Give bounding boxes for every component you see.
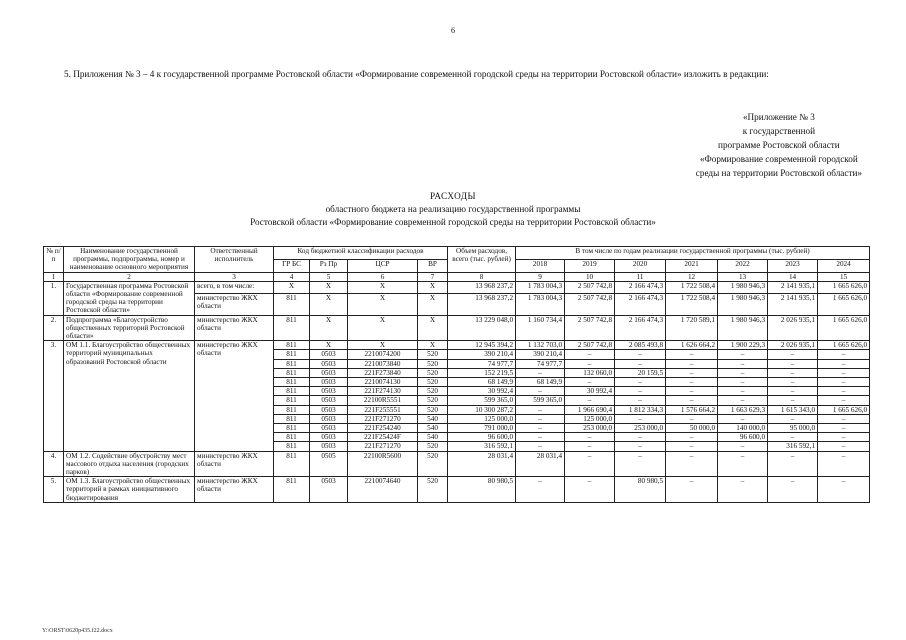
header-exec: Ответственный исполнитель bbox=[195, 247, 274, 273]
document-title bbox=[0, 190, 906, 229]
year-amount: 50 000,0 bbox=[666, 424, 718, 433]
program-name: ОМ 1.2. Содействие обустройству мест массового отдыха населения (городских парков) bbox=[64, 451, 195, 477]
year-amount: – bbox=[768, 477, 818, 503]
code-vr: Х bbox=[418, 315, 448, 341]
year-amount: 140 000,0 bbox=[718, 424, 768, 433]
column-number: 6 bbox=[348, 272, 418, 281]
code-vr: 520 bbox=[418, 359, 448, 368]
year-amount: – bbox=[666, 350, 718, 359]
column-number: 2 bbox=[64, 272, 195, 281]
year-amount: – bbox=[718, 414, 768, 423]
year-amount: – bbox=[718, 477, 768, 503]
code-rzpr: 0503 bbox=[310, 396, 348, 405]
table-body bbox=[44, 281, 870, 502]
total-amount: 30 992,4 bbox=[448, 387, 516, 396]
code-csr: Х bbox=[348, 293, 418, 315]
code-grbs: 811 bbox=[274, 477, 310, 503]
responsible-executor: министерство ЖКХ области bbox=[195, 341, 274, 451]
code-grbs: 811 bbox=[274, 405, 310, 414]
code-rzpr: Х bbox=[310, 281, 348, 293]
table-row bbox=[44, 281, 870, 293]
code-rzpr: Х bbox=[310, 293, 348, 315]
code-vr: Х bbox=[418, 341, 448, 350]
row-number: 4. bbox=[44, 451, 64, 477]
year-amount: – bbox=[768, 451, 818, 477]
code-grbs: 811 bbox=[274, 433, 310, 442]
total-amount: 13 229 048,0 bbox=[448, 315, 516, 341]
year-amount: 253 000,0 bbox=[565, 424, 615, 433]
responsible-executor: министерство ЖКХ области bbox=[195, 451, 274, 477]
code-grbs: 811 bbox=[274, 368, 310, 377]
responsible-executor: всего, в том числе: bbox=[195, 281, 274, 293]
header-csr: ЦСР bbox=[348, 259, 418, 272]
code-vr: 520 bbox=[418, 387, 448, 396]
code-grbs: 811 bbox=[274, 387, 310, 396]
year-amount: – bbox=[615, 378, 666, 387]
year-amount: – bbox=[818, 477, 870, 503]
code-vr: 520 bbox=[418, 396, 448, 405]
year-amount: – bbox=[818, 442, 870, 451]
appendix-line: к государственной bbox=[742, 126, 816, 136]
code-vr: 540 bbox=[418, 433, 448, 442]
year-amount: 1 720 589,1 bbox=[666, 315, 718, 341]
year-amount: – bbox=[565, 451, 615, 477]
table-row bbox=[44, 451, 870, 477]
total-amount: 12 945 394,2 bbox=[448, 341, 516, 350]
year-amount: 1 722 508,4 bbox=[666, 281, 718, 293]
year-amount: 2 141 935,1 bbox=[768, 293, 818, 315]
year-amount: – bbox=[615, 451, 666, 477]
header-year: 2018 bbox=[516, 259, 565, 272]
year-amount: – bbox=[565, 396, 615, 405]
year-amount: 2 026 935,1 bbox=[768, 315, 818, 341]
year-amount: – bbox=[565, 378, 615, 387]
year-amount: 1 160 734,4 bbox=[516, 315, 565, 341]
year-amount: – bbox=[718, 387, 768, 396]
total-amount: 791 000,0 bbox=[448, 424, 516, 433]
year-amount: 1 665 626,0 bbox=[818, 341, 870, 350]
code-csr: 221F25424F bbox=[348, 433, 418, 442]
year-amount: 1 665 626,0 bbox=[818, 293, 870, 315]
program-name: ОМ 1.1. Благоустройство общественных территорий муниципальных образований Ростовской области bbox=[64, 341, 195, 451]
year-amount: – bbox=[818, 359, 870, 368]
year-amount: 1 663 629,3 bbox=[718, 405, 768, 414]
year-amount: – bbox=[818, 424, 870, 433]
year-amount: – bbox=[666, 433, 718, 442]
column-number: 13 bbox=[718, 272, 768, 281]
code-csr: 221F273840 bbox=[348, 368, 418, 377]
code-csr: 221F255551 bbox=[348, 405, 418, 414]
header-year: 2023 bbox=[768, 259, 818, 272]
year-amount: – bbox=[666, 359, 718, 368]
total-amount: 96 600,0 bbox=[448, 433, 516, 442]
code-csr: 2210074200 bbox=[348, 350, 418, 359]
year-amount: – bbox=[666, 387, 718, 396]
code-grbs: 811 bbox=[274, 293, 310, 315]
year-amount: – bbox=[818, 350, 870, 359]
program-name: Подпрограмма «Благоустройство общественных территорий Ростовской области» bbox=[64, 315, 195, 341]
year-amount: 2 141 935,1 bbox=[768, 281, 818, 293]
code-rzpr: Х bbox=[310, 341, 348, 350]
code-csr: 221F271270 bbox=[348, 442, 418, 451]
year-amount: – bbox=[516, 424, 565, 433]
code-grbs: 811 bbox=[274, 359, 310, 368]
year-amount: – bbox=[516, 414, 565, 423]
year-amount: 1 626 664,2 bbox=[666, 341, 718, 350]
responsible-executor: министерство ЖКХ области bbox=[195, 477, 274, 503]
code-grbs: 811 bbox=[274, 378, 310, 387]
title-line-3: Ростовской области «Формирование современной городской среды на территории Ростовской области» bbox=[250, 217, 656, 227]
code-grbs: 811 bbox=[274, 414, 310, 423]
year-amount: – bbox=[768, 387, 818, 396]
year-amount: 30 992,4 bbox=[565, 387, 615, 396]
year-amount: – bbox=[565, 359, 615, 368]
year-amount: 1 980 946,3 bbox=[718, 281, 768, 293]
row-number: 2. bbox=[44, 315, 64, 341]
total-amount: 13 968 237,2 bbox=[448, 293, 516, 315]
code-rzpr: 0503 bbox=[310, 387, 348, 396]
year-amount: – bbox=[768, 414, 818, 423]
year-amount: – bbox=[818, 387, 870, 396]
code-vr: 520 bbox=[418, 368, 448, 377]
year-amount: – bbox=[768, 433, 818, 442]
code-rzpr: Х bbox=[310, 315, 348, 341]
code-grbs: 811 bbox=[274, 442, 310, 451]
year-amount: – bbox=[565, 477, 615, 503]
year-amount: – bbox=[768, 396, 818, 405]
code-grbs: 811 bbox=[274, 451, 310, 477]
year-amount: – bbox=[818, 378, 870, 387]
column-number: 3 bbox=[195, 272, 274, 281]
year-amount: – bbox=[516, 442, 565, 451]
code-rzpr: 0503 bbox=[310, 359, 348, 368]
code-csr: 221F271270 bbox=[348, 414, 418, 423]
year-amount: 1 980 946,3 bbox=[718, 293, 768, 315]
code-vr: 520 bbox=[418, 405, 448, 414]
code-csr: Х bbox=[348, 341, 418, 350]
appendix-header bbox=[696, 110, 862, 180]
code-rzpr: 0503 bbox=[310, 405, 348, 414]
year-amount: – bbox=[666, 442, 718, 451]
header-year: 2019 bbox=[565, 259, 615, 272]
code-rzpr: 0503 bbox=[310, 424, 348, 433]
year-amount: 1 132 703,0 bbox=[516, 341, 565, 350]
title-line-1: РАСХОДЫ bbox=[429, 191, 477, 201]
code-csr: Х bbox=[348, 281, 418, 293]
total-amount: 68 149,9 bbox=[448, 378, 516, 387]
code-rzpr: 0503 bbox=[310, 378, 348, 387]
code-csr: Х bbox=[348, 315, 418, 341]
column-number-row bbox=[44, 272, 870, 281]
file-path-footer: Y:\ORST\0620p435.f22.docx bbox=[42, 628, 113, 634]
year-amount: 2 507 742,8 bbox=[565, 341, 615, 350]
code-rzpr: 0503 bbox=[310, 368, 348, 377]
column-number: 11 bbox=[615, 272, 666, 281]
year-amount: 2 507 742,8 bbox=[565, 315, 615, 341]
year-amount: – bbox=[818, 414, 870, 423]
year-amount: – bbox=[516, 387, 565, 396]
code-rzpr: 0503 bbox=[310, 442, 348, 451]
year-amount: – bbox=[818, 396, 870, 405]
responsible-executor: министерство ЖКХ области bbox=[195, 293, 274, 315]
year-amount: – bbox=[718, 442, 768, 451]
year-amount: 96 600,0 bbox=[718, 433, 768, 442]
header-years-title: В том числе по годам реализации государственной программы (тыс. рублей) bbox=[516, 247, 870, 260]
code-grbs: 811 bbox=[274, 341, 310, 350]
year-amount: – bbox=[565, 433, 615, 442]
year-amount: – bbox=[666, 378, 718, 387]
code-vr: 520 bbox=[418, 442, 448, 451]
code-vr: 520 bbox=[418, 477, 448, 503]
table-row bbox=[44, 477, 870, 503]
code-grbs: Х bbox=[274, 281, 310, 293]
year-amount: – bbox=[516, 433, 565, 442]
appendix-line: программе Ростовской области bbox=[718, 140, 840, 150]
column-number: 8 bbox=[448, 272, 516, 281]
header-code: Код бюджетной классификации расходов bbox=[274, 247, 448, 260]
year-amount: – bbox=[516, 368, 565, 377]
year-amount: 20 159,5 bbox=[615, 368, 666, 377]
code-csr: 2210073840 bbox=[348, 359, 418, 368]
year-amount: 95 000,0 bbox=[768, 424, 818, 433]
header-year: 2024 bbox=[818, 259, 870, 272]
code-grbs: 811 bbox=[274, 350, 310, 359]
year-amount: – bbox=[818, 433, 870, 442]
total-amount: 80 980,5 bbox=[448, 477, 516, 503]
appendix-line: «Формирование современной городской bbox=[699, 154, 858, 164]
year-amount: – bbox=[615, 359, 666, 368]
year-amount: – bbox=[718, 368, 768, 377]
total-amount: 152 219,5 bbox=[448, 368, 516, 377]
column-number: 7 bbox=[418, 272, 448, 281]
year-amount: – bbox=[718, 396, 768, 405]
row-number: 1. bbox=[44, 281, 64, 315]
year-amount: 2 507 742,8 bbox=[565, 293, 615, 315]
year-amount: 1 900 229,3 bbox=[718, 341, 768, 350]
code-vr: Х bbox=[418, 293, 448, 315]
appendix-line: «Приложение № 3 bbox=[742, 112, 815, 122]
year-amount: 74 977,7 bbox=[516, 359, 565, 368]
code-rzpr: 0503 bbox=[310, 433, 348, 442]
code-csr: 221F274130 bbox=[348, 387, 418, 396]
year-amount: – bbox=[615, 414, 666, 423]
header-volume: Объем расходов, всего (тыс. рублей) bbox=[448, 247, 516, 273]
year-amount: – bbox=[718, 378, 768, 387]
year-amount: 68 149,9 bbox=[516, 378, 565, 387]
program-name: ОМ 1.3. Благоустройство общественных территорий в рамках инициативного бюджетирования bbox=[64, 477, 195, 503]
year-amount: 1 783 004,3 bbox=[516, 281, 565, 293]
year-amount: 1 665 626,0 bbox=[818, 281, 870, 293]
year-amount: 80 980,5 bbox=[615, 477, 666, 503]
year-amount: 316 592,1 bbox=[768, 442, 818, 451]
year-amount: – bbox=[768, 368, 818, 377]
year-amount: 1 966 690,4 bbox=[565, 405, 615, 414]
year-amount: 1 665 626,0 bbox=[818, 315, 870, 341]
total-amount: 10 300 287,2 bbox=[448, 405, 516, 414]
table-row bbox=[44, 315, 870, 341]
column-number: 14 bbox=[768, 272, 818, 281]
year-amount: – bbox=[516, 405, 565, 414]
year-amount: – bbox=[718, 350, 768, 359]
year-amount: 2 166 474,3 bbox=[615, 315, 666, 341]
code-rzpr: 0503 bbox=[310, 477, 348, 503]
row-number: 5. bbox=[44, 477, 64, 503]
code-grbs: 811 bbox=[274, 424, 310, 433]
year-amount: – bbox=[565, 350, 615, 359]
code-rzpr: 0503 bbox=[310, 350, 348, 359]
year-amount: 2 085 493,8 bbox=[615, 341, 666, 350]
header-grbs: ГР БС bbox=[274, 259, 310, 272]
code-vr: Х bbox=[418, 281, 448, 293]
code-csr: 2210074640 bbox=[348, 477, 418, 503]
year-amount: – bbox=[666, 451, 718, 477]
year-amount: – bbox=[666, 396, 718, 405]
year-amount: – bbox=[615, 387, 666, 396]
code-csr: 221F254240 bbox=[348, 424, 418, 433]
code-vr: 520 bbox=[418, 350, 448, 359]
year-amount: – bbox=[615, 433, 666, 442]
year-amount: 2 026 935,1 bbox=[768, 341, 818, 350]
year-amount: 2 166 474,3 bbox=[615, 281, 666, 293]
year-amount: 1 783 004,3 bbox=[516, 293, 565, 315]
year-amount: 390 210,4 bbox=[516, 350, 565, 359]
total-amount: 28 031,4 bbox=[448, 451, 516, 477]
header-name: Наименование государственной программы, подпрограммы, номер и наименование основного мероприятия bbox=[64, 247, 195, 273]
total-amount: 74 977,7 bbox=[448, 359, 516, 368]
row-number: 3. bbox=[44, 341, 64, 451]
code-vr: 540 bbox=[418, 424, 448, 433]
total-amount: 390 210,4 bbox=[448, 350, 516, 359]
year-amount: – bbox=[666, 477, 718, 503]
program-name: Государственная программа Ростовской области «Формирование современной городской среды на территории Ростовской области» bbox=[64, 281, 195, 315]
year-amount: 1 665 626,0 bbox=[818, 405, 870, 414]
year-amount: 1 980 946,3 bbox=[718, 315, 768, 341]
column-number: 5 bbox=[310, 272, 348, 281]
column-number: 12 bbox=[666, 272, 718, 281]
year-amount: – bbox=[768, 359, 818, 368]
year-amount: – bbox=[818, 451, 870, 477]
responsible-executor: министерство ЖКХ области bbox=[195, 315, 274, 341]
header-year: 2022 bbox=[718, 259, 768, 272]
column-number: 9 bbox=[516, 272, 565, 281]
code-grbs: 811 bbox=[274, 396, 310, 405]
code-csr: 22100R5551 bbox=[348, 396, 418, 405]
year-amount: 1 576 664,2 bbox=[666, 405, 718, 414]
year-amount: – bbox=[615, 442, 666, 451]
header-num: № п/п bbox=[44, 247, 64, 273]
code-vr: 540 bbox=[418, 414, 448, 423]
expenses-table bbox=[43, 246, 870, 503]
year-amount: – bbox=[718, 359, 768, 368]
year-amount: – bbox=[666, 368, 718, 377]
code-rzpr: 0503 bbox=[310, 414, 348, 423]
header-year: 2020 bbox=[615, 259, 666, 272]
year-amount: 1 722 508,4 bbox=[666, 293, 718, 315]
total-amount: 13 968 237,2 bbox=[448, 281, 516, 293]
year-amount: – bbox=[666, 414, 718, 423]
year-amount: – bbox=[768, 350, 818, 359]
year-amount: 2 166 474,3 bbox=[615, 293, 666, 315]
total-amount: 125 000,0 bbox=[448, 414, 516, 423]
year-amount: – bbox=[615, 350, 666, 359]
code-vr: 520 bbox=[418, 378, 448, 387]
column-number: 1 bbox=[44, 272, 64, 281]
year-amount: – bbox=[565, 442, 615, 451]
year-amount: 1 615 343,0 bbox=[768, 405, 818, 414]
total-amount: 316 592,1 bbox=[448, 442, 516, 451]
appendix-line: среды на территории Ростовской области» bbox=[695, 168, 862, 178]
code-rzpr: 0505 bbox=[310, 451, 348, 477]
header-rzpr: Рз Пр bbox=[310, 259, 348, 272]
code-csr: 2210074130 bbox=[348, 378, 418, 387]
year-amount: 125 000,0 bbox=[565, 414, 615, 423]
code-csr: 22100R5600 bbox=[348, 451, 418, 477]
year-amount: 132 060,0 bbox=[565, 368, 615, 377]
code-vr: 520 bbox=[418, 451, 448, 477]
intro-paragraph: 5. Приложения № 3 – 4 к государственной программе Ростовской области «Формирование современной городской среды на территории Ростовской области» изложить в редакции: bbox=[64, 69, 769, 79]
header-vr: ВР bbox=[418, 259, 448, 272]
year-amount: – bbox=[615, 396, 666, 405]
year-amount: – bbox=[516, 477, 565, 503]
page-number: 6 bbox=[451, 26, 455, 35]
header-year: 2021 bbox=[666, 259, 718, 272]
table-row bbox=[44, 341, 870, 350]
column-number: 10 bbox=[565, 272, 615, 281]
year-amount: – bbox=[718, 451, 768, 477]
code-grbs: 811 bbox=[274, 315, 310, 341]
year-amount: 28 031,4 bbox=[516, 451, 565, 477]
title-line-2: областного бюджета на реализацию государственной программы bbox=[325, 204, 581, 214]
column-number: 4 bbox=[274, 272, 310, 281]
year-amount: – bbox=[768, 378, 818, 387]
year-amount: – bbox=[818, 368, 870, 377]
column-number: 15 bbox=[818, 272, 870, 281]
year-amount: 599 365,0 bbox=[516, 396, 565, 405]
year-amount: 2 507 742,8 bbox=[565, 281, 615, 293]
year-amount: 1 812 334,3 bbox=[615, 405, 666, 414]
year-amount: 253 000,0 bbox=[615, 424, 666, 433]
total-amount: 599 365,0 bbox=[448, 396, 516, 405]
